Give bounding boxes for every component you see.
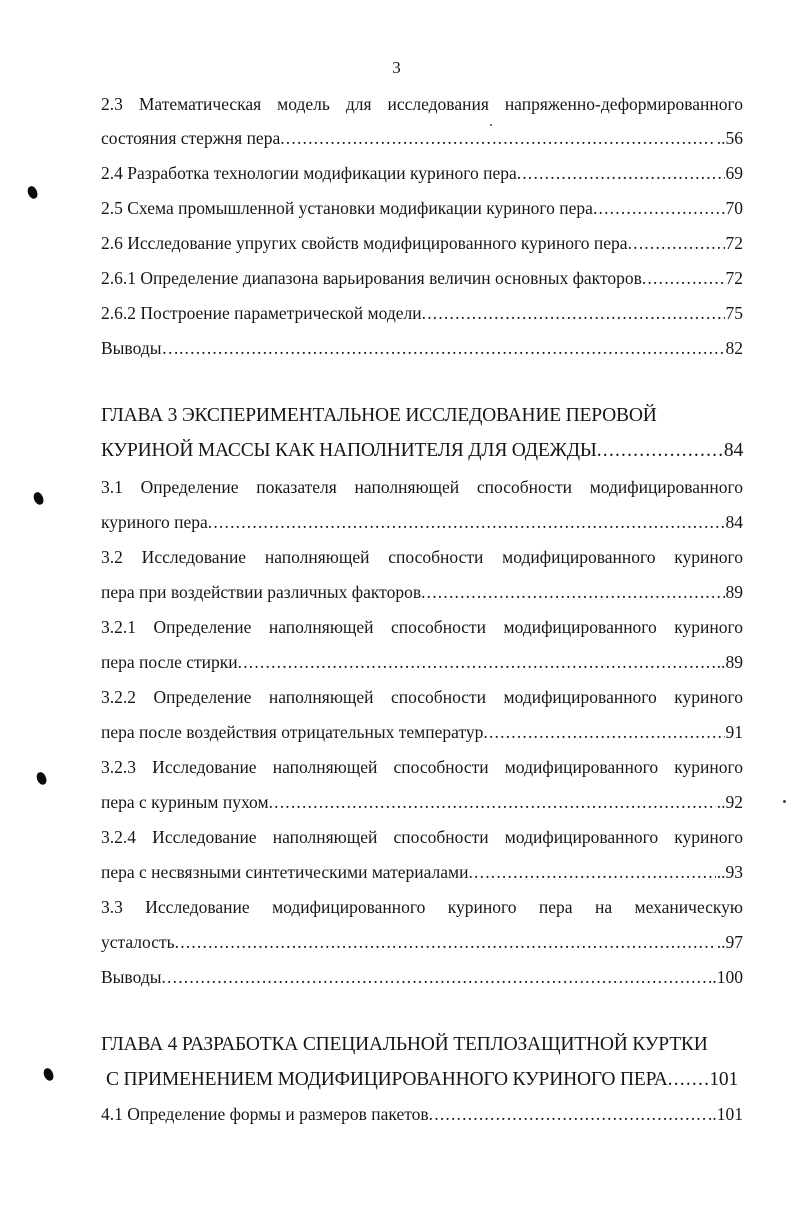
toc-entry-text: 3.2.3 Исследование наполняющей способности модифицированного куриного — [101, 757, 743, 777]
toc-line — [101, 196, 743, 220]
scan-speck — [783, 800, 786, 803]
toc-line — [101, 825, 743, 849]
page-number: 3 — [392, 58, 401, 77]
toc-line — [101, 755, 743, 779]
toc-entry-text: пера после воздействия отрицательных температур — [101, 722, 484, 742]
toc-entry-text: 3.2 Исследование наполняющей способности модифицированного куриного — [101, 547, 743, 567]
toc-entry-text: пера после стирки — [101, 652, 238, 672]
toc-line — [101, 1102, 743, 1126]
toc-page-number: 101 — [709, 1069, 738, 1090]
dot-leader — [179, 336, 725, 360]
chapter-heading — [101, 439, 743, 463]
toc-entry-text: 3.1 Определение показателя наполняющей способности модифицированного — [101, 477, 743, 497]
toc-page-number: ..92 — [716, 792, 743, 812]
dot-leader — [593, 196, 725, 220]
toc-line — [101, 580, 743, 604]
toc-line — [101, 92, 743, 116]
toc-line — [101, 126, 743, 150]
toc-line — [101, 231, 743, 255]
toc-entry-text: состояния стержня пера — [101, 128, 281, 148]
dot-leader — [421, 580, 724, 604]
chapter-heading — [101, 404, 743, 428]
toc-page-number: 72 — [725, 268, 743, 288]
toc-entry-text: куриного пера — [101, 512, 208, 532]
dot-leader — [422, 301, 725, 325]
toc-entry-text: 2.5 Схема промышленной установки модификации куриного пера — [101, 198, 593, 218]
dot-leader — [597, 439, 723, 463]
toc-line — [101, 930, 743, 954]
toc-line — [101, 510, 743, 534]
toc-entry-text: 2.6.2 Построение параметрической модели — [101, 303, 422, 323]
toc-entry-text: 3.3 Исследование модифицированного куриного пера на механическую — [101, 897, 743, 917]
dot-leader — [280, 126, 716, 150]
toc-page-number: 70 — [725, 198, 743, 218]
toc-entry-text: ГЛАВА 4 РАЗРАБОТКА СПЕЦИАЛЬНОЙ ТЕПЛОЗАЩИТНОЙ КУРТКИ — [101, 1034, 708, 1055]
toc-entry-text: пера с куриным пухом — [101, 792, 269, 812]
toc-entry-text: Выводы… — [101, 338, 179, 358]
toc-line — [101, 685, 743, 709]
toc-page-number: 82 — [725, 338, 743, 358]
toc-page-number: 72 — [725, 233, 743, 253]
toc-line — [101, 161, 743, 185]
toc-line — [101, 615, 743, 639]
toc-entry-text: 4.1 Определение формы и размеров пакетов — [101, 1104, 429, 1124]
dot-leader — [238, 650, 716, 674]
toc-line — [101, 895, 743, 919]
toc-page-number: 84 — [725, 512, 743, 532]
toc-page-number: ..101 — [708, 1104, 743, 1124]
toc-page-number: ..89 — [716, 652, 743, 672]
toc-page-number: 84 — [723, 440, 743, 461]
toc-page-number: ..56 — [716, 128, 743, 148]
toc-line — [101, 720, 743, 744]
dot-leader — [517, 161, 725, 185]
toc-entry-text: 2.6 Исследование упругих свойств модифицированного куриного пера — [101, 233, 628, 253]
dot-leader — [642, 266, 725, 290]
toc-page-number: ..97 — [716, 932, 743, 952]
scan-speck — [490, 124, 492, 126]
dot-leader — [429, 1102, 707, 1126]
dot-leader — [483, 720, 724, 744]
toc-page-number: ..93 — [716, 862, 743, 882]
toc-entry-text: усталость — [101, 932, 175, 952]
chapter-heading — [106, 1068, 738, 1092]
dot-leader — [269, 790, 716, 814]
toc-page-number: 69 — [725, 163, 743, 183]
toc-line — [101, 965, 743, 989]
dot-leader — [468, 860, 715, 884]
toc-line — [101, 650, 743, 674]
toc-entry-text: КУРИНОЙ МАССЫ КАК НАПОЛНИТЕЛЯ ДЛЯ ОДЕЖДЫ — [101, 440, 597, 461]
toc-entry-text: С ПРИМЕНЕНИЕМ МОДИФИЦИРОВАННОГО КУРИНОГО ПЕРА — [106, 1069, 668, 1090]
margin-punch-mark — [26, 185, 39, 200]
toc-page-number: ..100 — [708, 967, 743, 987]
toc-page-number: 75 — [725, 303, 743, 323]
toc-page-number: 91 — [725, 722, 743, 742]
margin-punch-mark — [32, 491, 45, 506]
toc-line — [101, 266, 743, 290]
toc-entry-text: пера при воздействии различных факторов — [101, 582, 422, 602]
toc-entry-text: 3.2.2 Определение наполняющей способности модифицированного куриного — [101, 687, 743, 707]
toc-entry-text: 2.3 Математическая модель для исследования напряженно-деформированного — [101, 94, 743, 114]
dot-leader — [668, 1068, 709, 1092]
toc-entry-text: 3.2.1 Определение наполняющей способности модифицированного куриного — [101, 617, 743, 637]
toc-line — [101, 301, 743, 325]
dot-leader — [208, 510, 725, 534]
chapter-heading — [101, 1033, 743, 1057]
dot-leader — [628, 231, 725, 255]
toc-line — [101, 475, 743, 499]
toc-entry-text: ГЛАВА 3 ЭКСПЕРИМЕНТАЛЬНОЕ ИССЛЕДОВАНИЕ ПЕРОВОЙ — [101, 405, 657, 426]
margin-punch-mark — [42, 1067, 55, 1082]
toc-entry-text: 3.2.4 Исследование наполняющей способности модифицированного куриного — [101, 827, 743, 847]
toc-entry-text: Выводы — [101, 967, 162, 987]
toc-line — [101, 545, 743, 569]
dot-leader — [161, 965, 707, 989]
toc-line — [101, 336, 743, 360]
toc-entry-text: 2.4 Разработка технологии модификации куриного пера — [101, 163, 517, 183]
toc-page-number: 89 — [725, 582, 743, 602]
toc-line — [101, 860, 743, 884]
toc-line — [101, 790, 743, 814]
toc-entry-text: пера с несвязными синтетическими материалами — [101, 862, 469, 882]
dot-leader — [175, 930, 716, 954]
toc-entry-text: 2.6.1 Определение диапазона варьирования величин основных факторов — [101, 268, 642, 288]
margin-punch-mark — [35, 771, 48, 786]
